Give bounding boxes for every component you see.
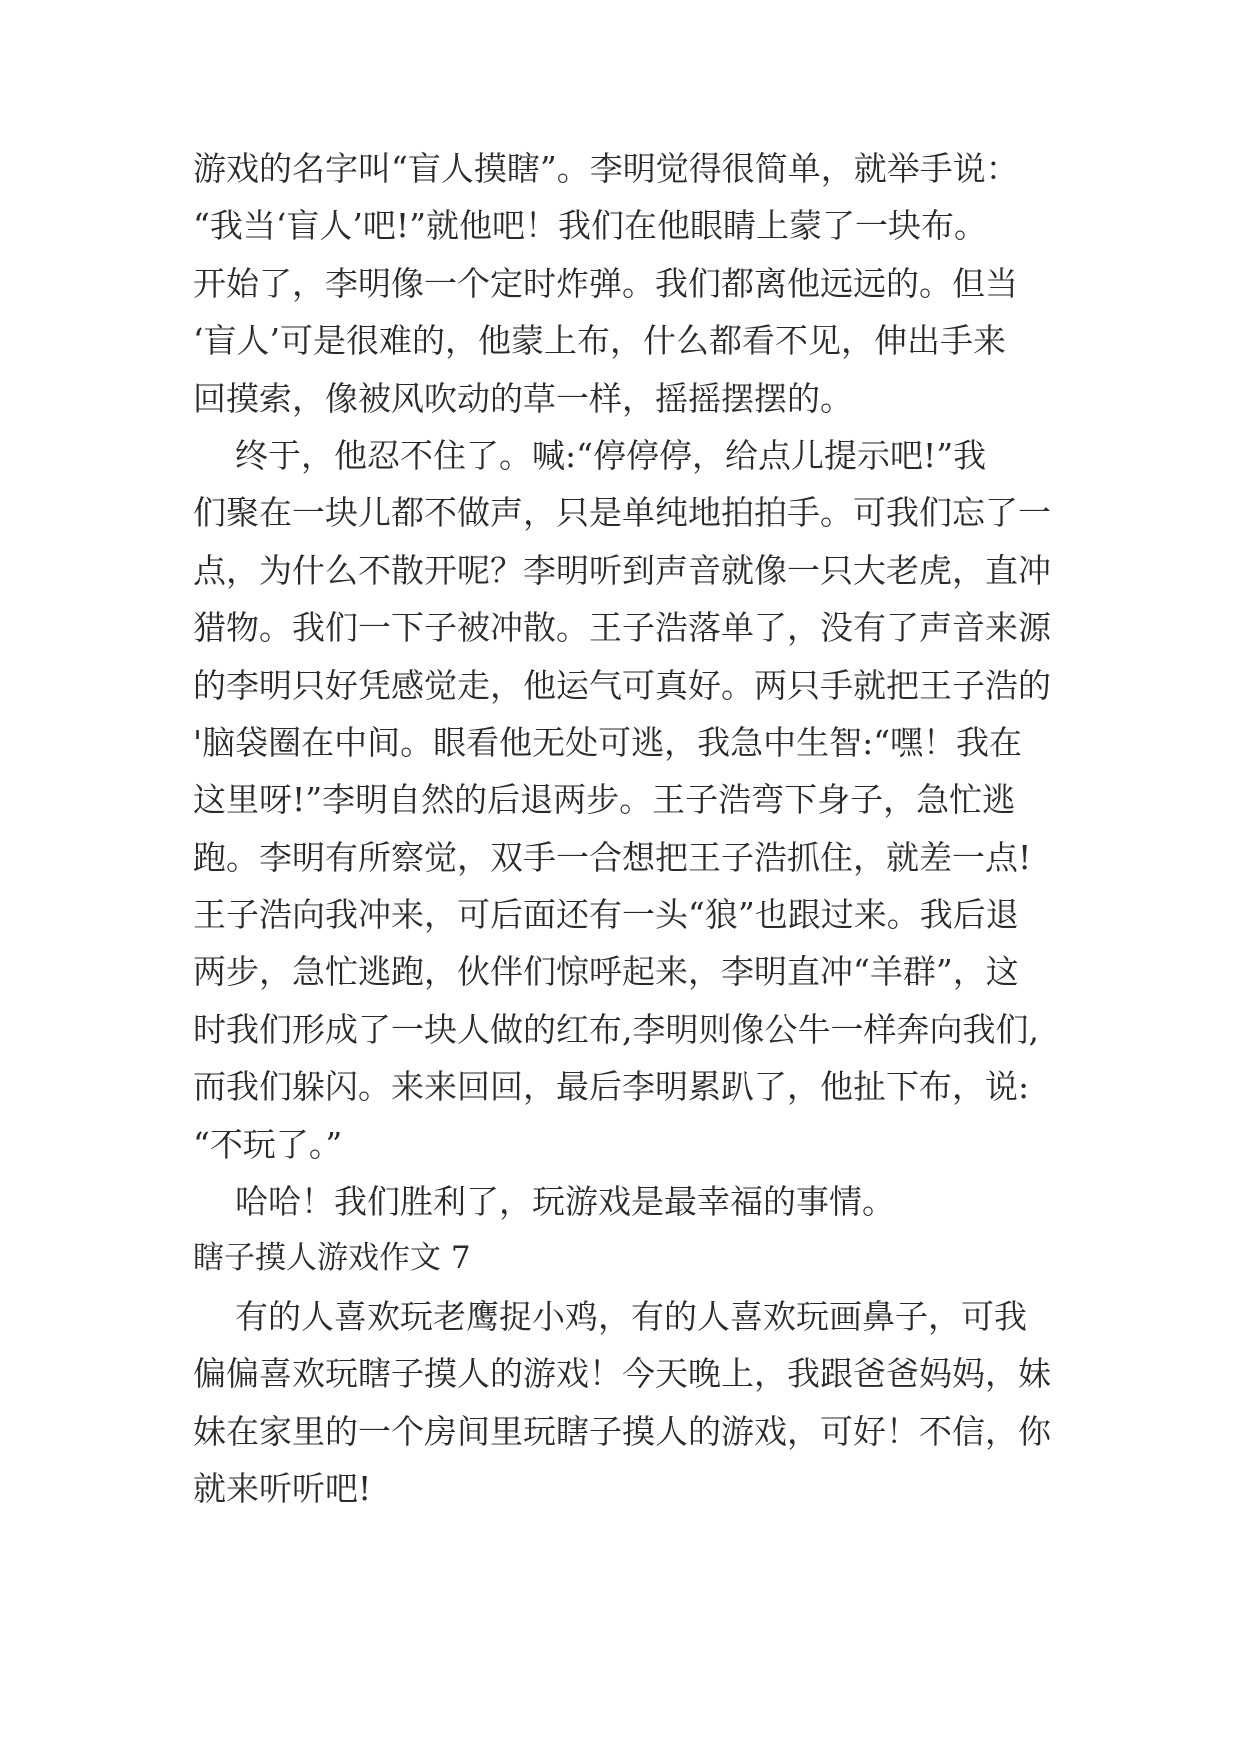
text-line: “不玩了。” <box>193 1124 343 1164</box>
text-line: 而我们躲闪。来来回回，最后李明累趴了，他扯下布，说: <box>193 1067 1030 1107</box>
section-heading: 瞎子摸人游戏作文 7 <box>193 1240 471 1277</box>
text-line: 猎物。我们一下子被冲散。王子浩落单了，没有了声音来源 <box>193 608 1051 648</box>
text-line: '脑袋圈在中间。眼看他无处可逃，我急中生智:“嘿！我在 <box>193 722 1023 762</box>
text-line: 偏偏喜欢玩瞎子摸人的游戏！今天晚上，我跟爸爸妈妈，妹 <box>193 1354 1051 1394</box>
text-line: 有的人喜欢玩老鹰捉小鸡，有的人喜欢玩画鼻子，可我 <box>193 1296 1027 1336</box>
text-line: 两步，急忙逃跑，伙伴们惊呼起来，李明直冲“羊群”，这 <box>193 952 1019 992</box>
text-line: 跑。李明有所察觉，双手一合想把王子浩抓住，就差一点! <box>193 837 1032 877</box>
text-line: 回摸索，像被风吹动的草一样，摇摇摆摆的。 <box>193 378 853 418</box>
text-line: 的李明只好凭感觉走，他运气可真好。两只手就把王子浩的 <box>193 665 1051 705</box>
text-line: 们聚在一块儿都不做声，只是单纯地拍拍手。可我们忘了一 <box>193 493 1051 533</box>
text-line: “我当‘盲人’吧!”就他吧！我们在他眼睛上蒙了一块布。 <box>193 206 987 246</box>
document-body <box>193 140 1073 1517</box>
text-line: 这里呀!”李明自然的后退两步。王子浩弯下身子，急忙逃 <box>193 780 1016 820</box>
text-line: 王子浩向我冲来，可后面还有一头“狼”也跟过来。我后退 <box>193 895 1019 935</box>
text-line: 开始了，李明像一个定时炸弹。我们都离他远远的。但当 <box>193 263 1018 303</box>
text-line: ‘盲人’可是很难的，他蒙上布，什么都看不见，伸出手来 <box>193 321 1006 361</box>
text-line: 就来听听吧! <box>193 1468 372 1508</box>
text-line: 哈哈！我们胜利了，玩游戏是最幸福的事情。 <box>193 1182 895 1222</box>
text-line: 点，为什么不散开呢？李明听到声音就像一只大老虎，直冲 <box>193 550 1051 590</box>
text-line: 终于，他忍不住了。喊:“停停停，给点儿提示吧!”我 <box>193 435 987 475</box>
text-line: 游戏的名字叫“盲人摸瞎”。李明觉得很简单，就举手说： <box>193 149 1019 188</box>
text-line: 时我们形成了一块人做的红布,李明则像公牛一样奔向我们, <box>193 1009 1039 1049</box>
text-line: 妹在家里的一个房间里玩瞎子摸人的游戏，可好！不信，你 <box>193 1411 1051 1451</box>
